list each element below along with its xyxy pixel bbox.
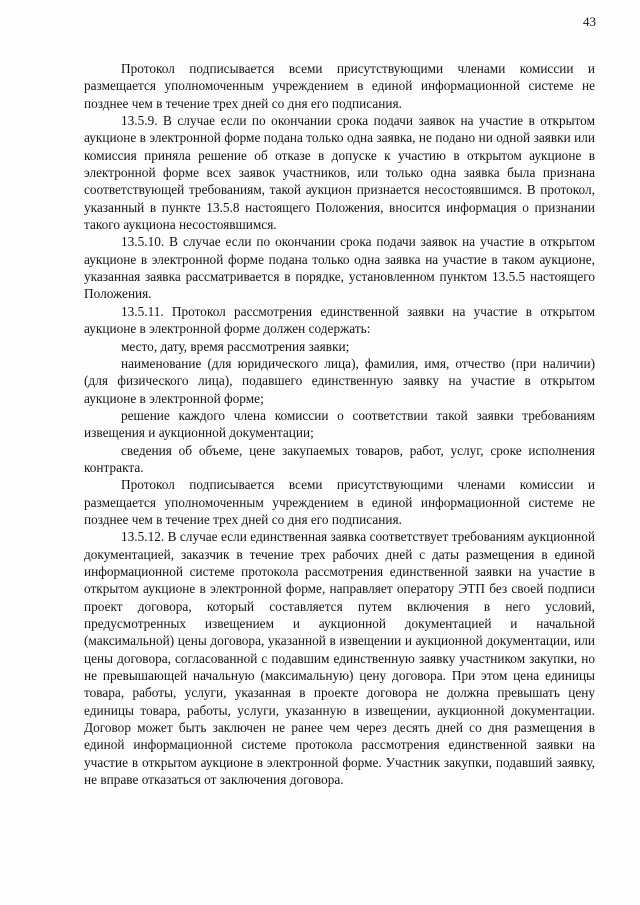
paragraph-protocol-signing-1: Протокол подписывается всеми присутствующими членами комиссии и размещается уполномоченным учреждением в единой информационной системе не позднее чем в течение трех дней со дня его подписания. <box>84 61 595 111</box>
list-item-applicant-name: наименование (для юридического лица), фамилия, имя, отчество (при наличии) (для физического лица), подавшего единственную заявку на участие в открытом аукционе в электронной форме; <box>84 355 595 406</box>
document-body <box>84 60 595 788</box>
list-item-commission-decision: решение каждого члена комиссии о соответствии такой заявки требованиям извещения и аукционной документации; <box>84 407 595 441</box>
paragraph-13-5-12: 13.5.12. В случае если единственная заявка соответствует требованиям аукционной документацией, заказчик в течение трех рабочих дней с даты размещения в единой информационной системе протокола рассмотрения единственной заявки на участие в открытом аукционе в электронной форме, направляет оператору ЭТП без своей подписи проект договора, который составляется путем включения в него условий, предусмотренных извещением и аукционной документацией и начальной (максимальной) цены договора, указанной в извещении и аукционной документации, или цены договора, согласованной с подавшим единственную заявку участником закупки, но не превышающей начальную (максимальную) цену договора. При этом цена единицы товара, работы, услуги, указанная в проекте договора не должна превышать цену единицы товара, работы, услуги, указанную в извещении, аукционной документации. Договор может быть заключен не ранее чем через десять дней со дня размещения в единой информационной системе протокола рассмотрения единственной заявки на участие в открытом аукционе в электронной форме. Участник закупки, подавший заявку, не вправе отказаться от заключения договора. <box>84 529 595 788</box>
page-number: 43 <box>583 14 596 29</box>
list-item-volume-price: сведения об объеме, цене закупаемых товаров, работ, услуг, сроке исполнения контракта. <box>84 442 595 475</box>
paragraph-protocol-signing-2: Протокол подписывается всеми присутствующими членами комиссии и размещается уполномоченным учреждением в единой информационной системе не позднее чем в течение трех дней со дня его подписания. <box>84 477 595 527</box>
paragraph-13-5-9: 13.5.9. В случае если по окончании срока подачи заявок на участие в открытом аукционе в электронной форме подана только одна заявка, не подано ни одной заявки или комиссия приняла решение об отказе в допуске к участию в открытом аукционе в электронной форме всех заявок участников, или только одна заявка была признана соответствующей требованиям, такой аукцион признается несостоявшимся. В протокол, указанный в пункте 13.5.8 настоящего Положения, вносится информация о признании такого аукциона несостоявшимся. <box>84 113 595 233</box>
paragraph-13-5-11: 13.5.11. Протокол рассмотрения единственной заявки на участие в открытом аукционе в электронной форме должен содержать: <box>84 303 595 337</box>
paragraph-13-5-10: 13.5.10. В случае если по окончании срока подачи заявок на участие в открытом аукционе в электронной форме подана только одна заявка на участие в таком аукционе, указанная заявка рассматривается в порядке, установленном пунктом 13.5.5 настоящего Положения. <box>84 234 595 302</box>
list-item-place-date-time: место, дату, время рассмотрения заявки; <box>121 338 350 354</box>
